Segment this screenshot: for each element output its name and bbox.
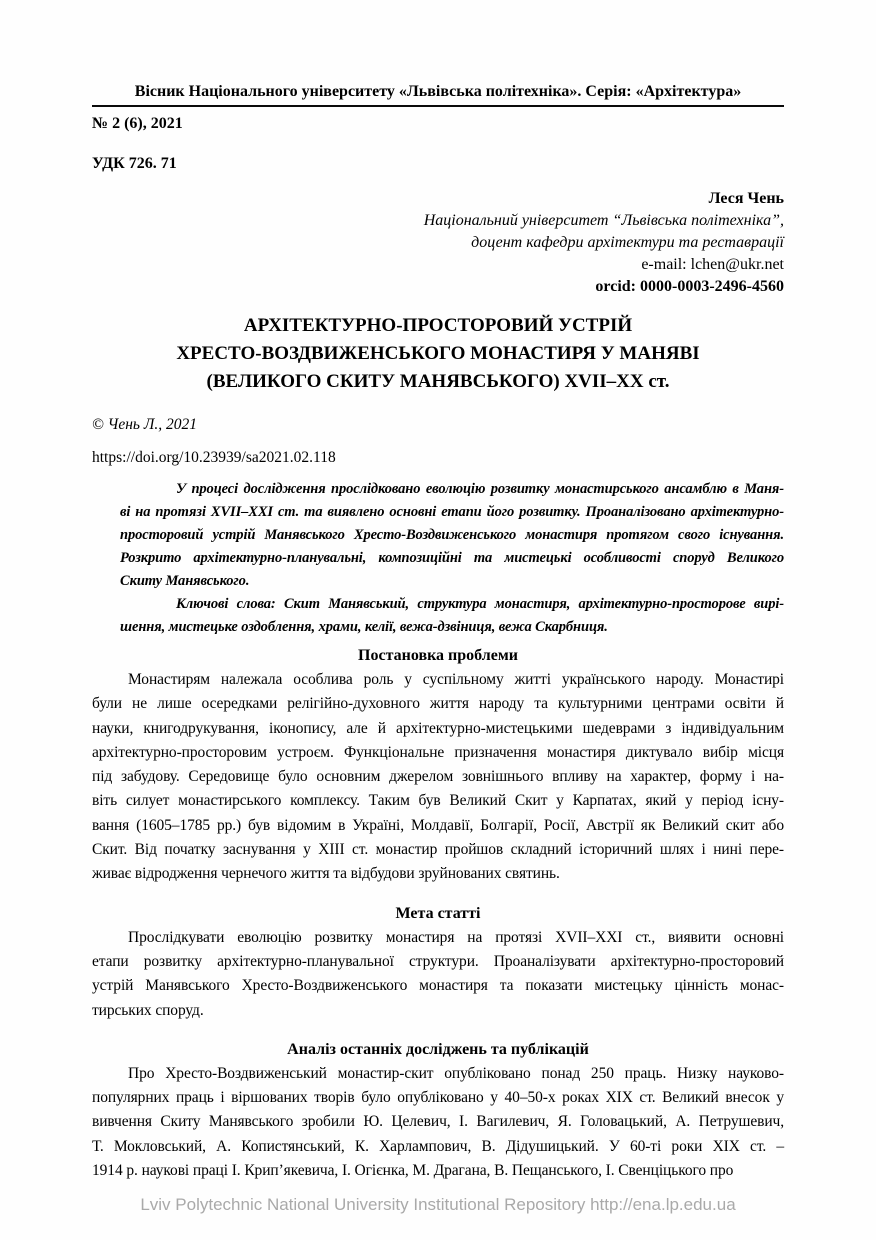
repository-footer: Lviv Polytechnic National University Institutional Repository http://ena.lp.edu.ua — [140, 1195, 736, 1214]
section-heading-problem: Постановка проблеми — [358, 647, 518, 664]
section-goal-paragraph — [92, 926, 784, 1023]
author-affiliation: Національний університет “Львівська політехніка”, — [423, 212, 784, 229]
text-line: просторовий устрій Манявського Хресто-Воздвиженського монастиря протягом свого існування. — [120, 527, 784, 543]
text-line: вання (1605–1785 рр.) був відомим в Україні, Молдавії, Болгарії, Росії, Австрії як Великий скит або — [92, 816, 784, 834]
text-line: науки, книгодрукування, іконопису, але й архітектурно-мистецькими шедеврами з індивідуальним — [92, 719, 784, 737]
text-line: устрій Манявського Хресто-Воздвиженського монастиря та показати мистецьку цінність монас- — [92, 977, 784, 995]
abstract-text — [120, 478, 784, 593]
text-line: ві на протязі XVII–XXI ст. та виявлено основні етапи його розвитку. Проаналізовано архітектурно- — [120, 504, 784, 520]
text-line: тирських споруд. — [92, 1001, 204, 1019]
text-line: Прослідкувати еволюцію розвитку монастиря на протязі XVII–XXI ст., виявити основні — [128, 928, 784, 946]
text-line: шення, мистецьке оздоблення, храми, келії, вежа-дзвіниця, вежа Скарбниця. — [120, 619, 608, 635]
text-line: 1914 р. наукові праці І. Крип’якевича, І. Огієнка, М. Драгана, В. Пещанського, І. Свенціцького про — [92, 1162, 734, 1180]
header-rule — [92, 105, 784, 107]
author-orcid: orcid: 0000-0003-2496-4560 — [595, 278, 784, 295]
text-line: Монастирям належала особлива роль у суспільному житті українського народу. Монастирі — [128, 671, 784, 688]
text-line: архітектурно-просторовим устроєм. Функціональне призначення монастиря диктувало вибір місця — [92, 743, 784, 761]
text-line: Скит. Від початку заснування у XIII ст. монастир пройшов складний історичний шлях і нині пере- — [92, 841, 784, 859]
text-line: Ключові слова: Скит Манявський, структура монастиря, архітектурно-просторове вирі- — [176, 596, 784, 612]
text-line: Про Хресто-Воздвиженський монастир-скит опубліковано понад 250 праць. Низку науково- — [128, 1064, 784, 1082]
text-line: ХРЕСТО-ВОЗДВИЖЕНСЬКОГО МОНАСТИРЯ У МАНЯВІ — [176, 343, 700, 364]
author-block — [92, 188, 784, 298]
section-analysis-paragraph — [92, 1062, 784, 1183]
text-line: популярних праць і віршованих творів було опубліковано у 40–50-х роках XIX ст. Великий внесок у — [92, 1089, 784, 1107]
keywords — [120, 593, 784, 639]
section-problem-paragraph — [92, 668, 784, 887]
text-line: живає відродження чернечого життя та відбудови зруйнованих святинь. — [92, 865, 560, 883]
text-line: віть силует монастирського комплексу. Таким був Великий Скит у Карпатах, який у період існу- — [92, 792, 784, 810]
text-line: АРХІТЕКТУРНО-ПРОСТОРОВИЙ УСТРІЙ — [243, 315, 633, 336]
text-line: Т. Мокловський, А. Копистянський, К. Харлампович, В. Дідушицький. У 60-ті роки XIX ст. – — [92, 1137, 784, 1155]
text-line: вивчення Скиту Манявського зробили Ю. Целевич, І. Вагилевич, Я. Головацький, А. Петрушевич, — [92, 1113, 784, 1131]
section-heading-analysis: Аналіз останніх досліджень та публікацій — [287, 1040, 589, 1058]
section-heading-goal: Мета статті — [395, 904, 481, 922]
copyright-line: © Чень Л., 2021 — [92, 416, 197, 433]
abstract-block — [120, 478, 784, 639]
issue-number: № 2 (6), 2021 — [92, 115, 183, 132]
text-line: були не лише осередками релігійно-духовного життя народу та культурними центрами освіти й — [92, 695, 784, 713]
author-email: e-mail: lchen@ukr.net — [641, 256, 784, 273]
text-line: етапи розвитку архітектурно-планувальної структури. Проаналізувати архітектурно-просторовий — [92, 952, 784, 970]
text-line: Розкрито архітектурно-планувальні, композиційні та мистецькі особливості споруд Великого — [120, 550, 784, 566]
text-line: під забудову. Середовище було основним джерелом зовнішнього впливу на характер, форму і на- — [92, 768, 784, 786]
journal-header: Вісник Національного університету «Львівська політехніка». Серія: «Архітектура» — [134, 83, 742, 100]
doi-link: https://doi.org/10.23939/sa2021.02.118 — [92, 449, 336, 466]
author-position: доцент кафедри архітектури та реставрації — [471, 234, 784, 251]
text-line: (ВЕЛИКОГО СКИТУ МАНЯВСЬКОГО) XVII–XX ст. — [206, 371, 670, 392]
text-line: Скиту Манявського. — [120, 573, 250, 589]
article-title — [92, 312, 784, 396]
author-name: Леся Чень — [708, 190, 784, 207]
text-line: У процесі дослідження прослідковано еволюцію розвитку монастирського ансамблю в Маня- — [176, 481, 784, 497]
udk-code: УДК 726. 71 — [92, 155, 177, 172]
